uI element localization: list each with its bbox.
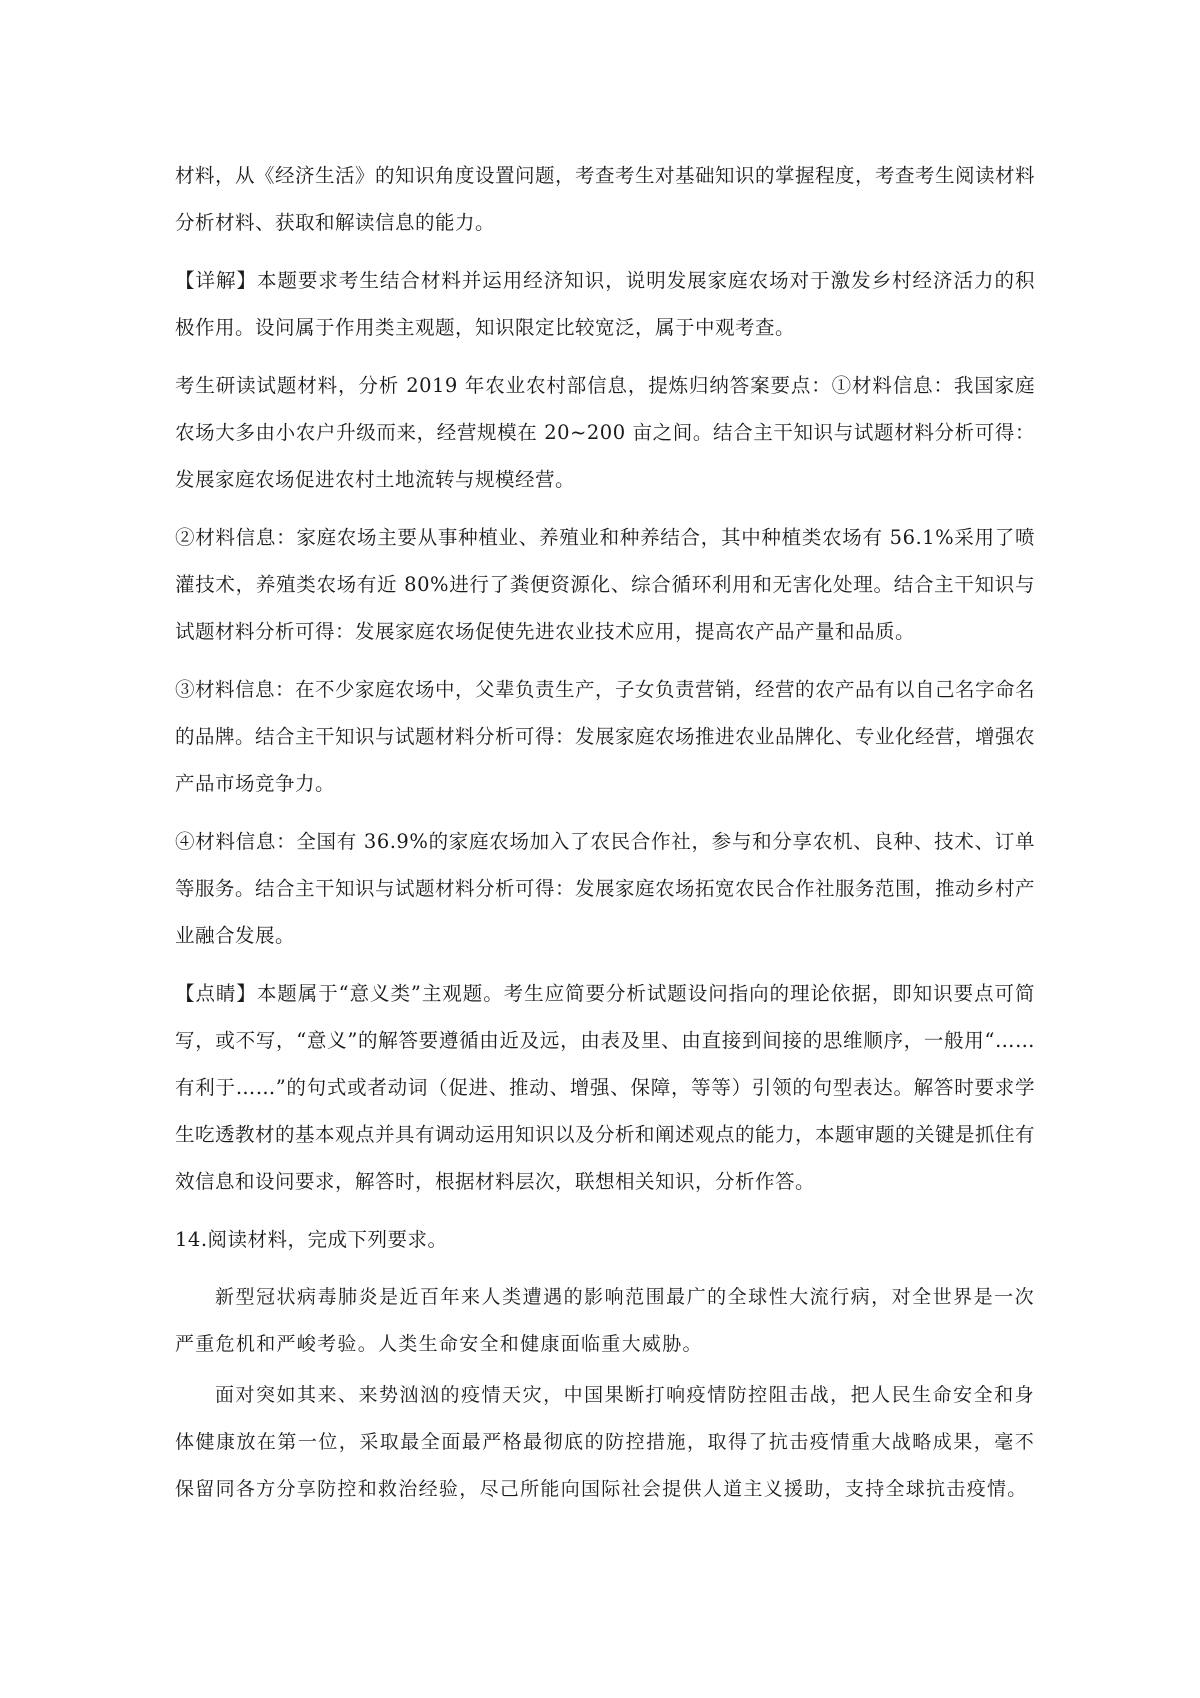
answer-point-1: 考生研读试题材料，分析 2019 年农业农村部信息，提炼归纳答案要点：①材料信息：我国家庭农场大多由小农户升级而来，经营规模在 20~200 亩之间。结合主干知识与试题材料分析可得：发展家庭农场促进农村土地流转与规模经营。 (175, 374, 1035, 491)
answer-point-4: ④材料信息：全国有 36.9%的家庭农场加入了农民合作社，参与和分享农机、良种、技术、订单等服务。结合主干知识与试题材料分析可得：发展家庭农场拓宽农民合作社服务范围，推动乡村产业融合发展。 (175, 830, 1036, 947)
tip-text: 本题属于“意义类”主观题。考生应简要分析试题设问指向的理论依据，即知识要点可简写，或不写，“意义”的解答要遵循由近及远，由表及里、由直接到间接的思维顺序，一般用“……有利于……”的句式或者动词（促进、推动、增强、保障，等等）引领的句型表达。解答时要求学生吃透教材的基本观点并具有调动运用知识以及分析和阐述观点的能力，本题审题的关键是抓住有效信息和设问要求，解答时，根据材料层次，联想相关知识，分析作答。 (175, 982, 1036, 1193)
question-14-title: 14.阅读材料，完成下列要求。 (175, 1228, 448, 1251)
detail-text: 本题要求考生结合材料并运用经济知识，说明发展家庭农场对于激发乡村经济活力的积极作用。设问属于作用类主观题，知识限定比较宽泛，属于中观考查。 (175, 269, 1035, 339)
tip-paragraph (175, 970, 1035, 1205)
answer-point-3: ③材料信息：在不少家庭农场中，父辈负责生产，子女负责营销，经营的农产品有以自己名字命名的品牌。结合主干知识与试题材料分析可得：发展家庭农场推进农业品牌化、专业化经营，增强农产品市场竞争力。 (175, 678, 1036, 795)
detail-label: 【详解】 (175, 269, 257, 292)
question-14-material (175, 1274, 1035, 1513)
material-paragraph-2: 面对突如其来、来势汹汹的疫情天灾，中国果断打响疫情防控阻击战，把人民生命安全和身体健康放在第一位，采取最全面最严格最彻底的防控措施，取得了抗击疫情重大战略成果，毫不保留同各方分享防控和救治经验，尽己所能向国际社会提供人道主义援助，支持全球抗击疫情。 (175, 1384, 1035, 1500)
material-paragraph-1: 新型冠状病毒肺炎是近百年来人类遭遇的影响范围最广的全球性大流行病，对全世界是一次严重危机和严峻考验。人类生命安全和健康面临重大威胁。 (175, 1286, 1035, 1355)
answer-point-2: ②材料信息：家庭农场主要从事种植业、养殖业和种养结合，其中种植类农场有 56.1%采用了喷灌技术，养殖类农场有近 80%进行了粪便资源化、综合循环利用和无害化处理。结合主干知识与试题材料分析可得：发展家庭农场促使先进农业技术应用，提高农产品产量和品质。 (175, 526, 1035, 643)
tip-label: 【点睛】 (175, 982, 257, 1005)
detail-paragraph (175, 257, 1035, 351)
analysis-intro: 材料，从《经济生活》的知识角度设置问题，考查考生对基础知识的掌握程度，考查考生阅读材料分析材料、获取和解读信息的能力。 (175, 164, 1036, 234)
document-page (175, 152, 1035, 1517)
